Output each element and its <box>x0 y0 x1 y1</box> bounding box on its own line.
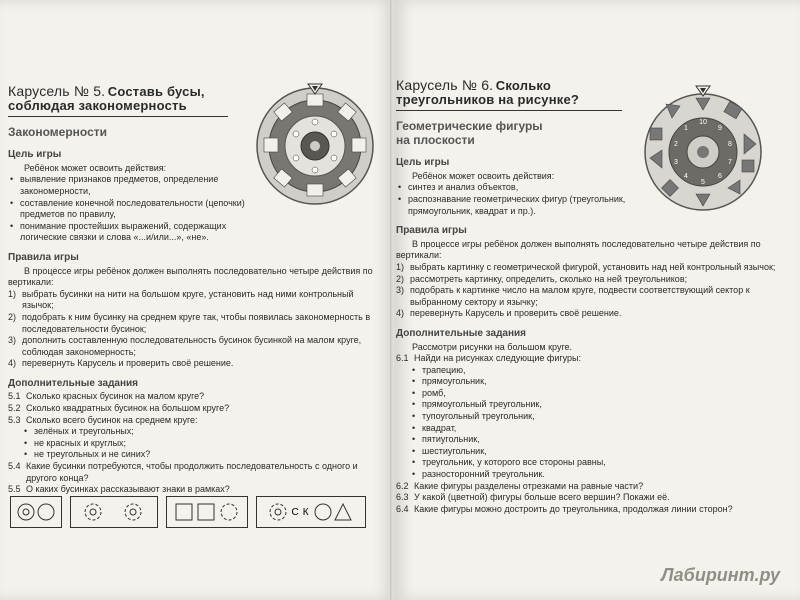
flower-icon <box>269 501 287 523</box>
left-rule-item: 2) подобрать к ним бусинку на среднем круге так, чтобы появилась закономерность в последовательности бусинок; <box>8 311 371 334</box>
left-rule-item: 4) перевернуть Карусель и проверить своё решение. <box>8 358 234 369</box>
left-goal-intro: Ребёнок может освоить действия: <box>24 162 167 173</box>
figure-item: • пятиугольник, <box>412 434 480 445</box>
right-extra-item: 6.4 Какие фигуры можно достроить до треугольника, продолжая линии сторон? <box>396 503 733 514</box>
right-title <box>396 77 622 111</box>
left-rules-heading: Правила игры <box>8 251 79 263</box>
left-goal-item: • составление конечной последовательности (цепочки) предметов по правилу, <box>10 197 245 220</box>
right-rules-intro: В процессе игры ребёнок должен выполнять последовательно четыре действия по вертикали: <box>396 238 761 261</box>
right-goal-item: • синтез и анализ объектов, <box>398 182 519 193</box>
left-extra-sub: • не треугольных и не синих? <box>24 449 151 460</box>
right-rule-item: 3) подобрать к картинке число на малом круге, подвести соответствующий сектор к выбранному сектору и язычку; <box>396 285 750 307</box>
left-goal-item: • понимание простейших выражений, содержащих логические связки и слова «...и/или...», «не». <box>10 220 227 243</box>
right-goal-item: • распознавание геометрических фигур (треугольник, прямоугольник, квадрат и пр.). <box>398 193 626 216</box>
wheel-number: 1 <box>684 125 688 132</box>
right-extra-item: 6.2 Какие фигуры разделены отрезками на равные части? <box>396 480 644 491</box>
flower-circle-icon <box>16 501 56 523</box>
left-rule-item: 3) дополнить составленную последовательность бусинок бусинкой на малом круге, соблюдая закономерность; <box>8 335 362 357</box>
right-extra-intro: Рассмотри рисунки на большом круге. <box>412 341 573 352</box>
symbol-box-1 <box>10 496 62 528</box>
right-extra-item: 6.3 У какой (цветной) фигуры больше всего вершин? Покажи её. <box>396 492 670 503</box>
symbol-boxes <box>10 496 366 528</box>
left-extra-sub: • зелёных и треугольных; <box>24 426 134 437</box>
wheel-number: 10 <box>699 119 707 126</box>
circle-triangle-icon <box>313 501 353 523</box>
symbol-box-3 <box>166 496 248 528</box>
figure-item: • ромб, <box>412 387 446 398</box>
wheel-number: 4 <box>684 173 688 180</box>
left-extra-item: 5.5 О каких бусинках рассказывают знаки в рамках? <box>8 484 230 495</box>
figure-item: • треугольник, у которого все стороны равны, <box>412 457 606 468</box>
left-subtitle: Закономерности <box>8 125 108 140</box>
labirint-watermark: Лабиринт.ру <box>661 565 780 585</box>
right-page-text <box>396 77 794 515</box>
wheel-number: 8 <box>728 141 732 148</box>
right-rules-heading: Правила игры <box>396 225 467 237</box>
right-title-number: Карусель № 6. <box>396 77 494 93</box>
left-extra-item: 5.1 Сколько красных бусинок на малом круге? <box>8 391 205 402</box>
wheel-number: 6 <box>718 173 722 180</box>
symbol-box-4 <box>256 496 366 528</box>
left-page-text <box>8 83 373 496</box>
wheel-number: 3 <box>674 159 678 166</box>
right-title-main-1: Сколько <box>495 78 552 93</box>
right-rule-item: 2) рассмотреть картинку, определить, сколько на ней треугольников; <box>396 273 688 284</box>
left-extra-heading: Дополнительные задания <box>8 377 139 389</box>
right-goal-heading: Цель игры <box>396 157 450 169</box>
figure-item: • трапецию, <box>412 364 466 375</box>
left-extra-item: 5.3 Сколько всего бусинок на среднем круге: <box>8 414 198 425</box>
left-title <box>8 83 228 117</box>
wheel-number: 7 <box>728 159 732 166</box>
wheel-number: 5 <box>701 179 705 186</box>
left-rules-intro: В процессе игры ребёнок должен выполнять последовательно четыре действия по вертикали: <box>8 265 373 288</box>
square-square-flower-icon <box>173 501 241 523</box>
right-goal-intro: Ребёнок может освоить действия: <box>412 170 555 181</box>
left-goal-item: • выявление признаков предметов, определение закономерности, <box>10 174 219 196</box>
figure-item: • квадрат, <box>412 422 457 433</box>
right-rule-item: 1) выбрать картинку с геометрической фигурой, установить над ней контрольный язычок; <box>396 261 776 272</box>
letter-k: К <box>302 506 309 518</box>
left-title-number: Карусель № 5. <box>8 83 106 99</box>
right-extra-item: 6.1 Найди на рисунках следующие фигуры: <box>396 353 582 364</box>
carousel-5-wheel-image <box>252 82 378 208</box>
symbol-box-2 <box>70 496 158 528</box>
left-title-main-1: Составь бусы, <box>107 84 205 99</box>
left-title-main-2: соблюдая закономерность <box>8 97 187 113</box>
right-rule-item: 4) перевернуть Карусель и проверить своё решение. <box>396 308 622 319</box>
figure-item: • разносторонний треугольник. <box>412 469 545 480</box>
figure-item: • тупоугольный треугольник, <box>412 411 535 422</box>
right-subtitle: Геометрические фигуры на плоскости <box>396 119 543 148</box>
right-title-main-2: треугольников на рисунке? <box>396 91 580 107</box>
letter-s: С <box>291 506 299 518</box>
right-extra-heading: Дополнительные задания <box>396 327 527 339</box>
left-extra-item: 5.2 Сколько квадратных бусинок на большом круге? <box>8 403 230 414</box>
wheel-number: 2 <box>674 141 678 148</box>
left-extra-item: 5.4 Какие бусинки потребуются, чтобы продолжить последовательность с одного и другого конца? <box>8 461 358 483</box>
figure-item: • прямоугольный треугольник, <box>412 399 542 410</box>
figure-item: • прямоугольник, <box>412 376 487 387</box>
figure-item: • шестиугольник, <box>412 445 487 456</box>
wheel-number: 9 <box>718 125 722 132</box>
right-page <box>394 0 800 600</box>
left-page <box>0 0 394 600</box>
left-extra-sub: • не красных и круглых; <box>24 437 127 448</box>
left-rule-item: 1) выбрать бусинки на нити на большом круге, установить над ними контрольный язычок; <box>8 288 354 311</box>
flower-flower-icon <box>77 501 151 523</box>
left-goal-heading: Цель игры <box>8 149 62 161</box>
